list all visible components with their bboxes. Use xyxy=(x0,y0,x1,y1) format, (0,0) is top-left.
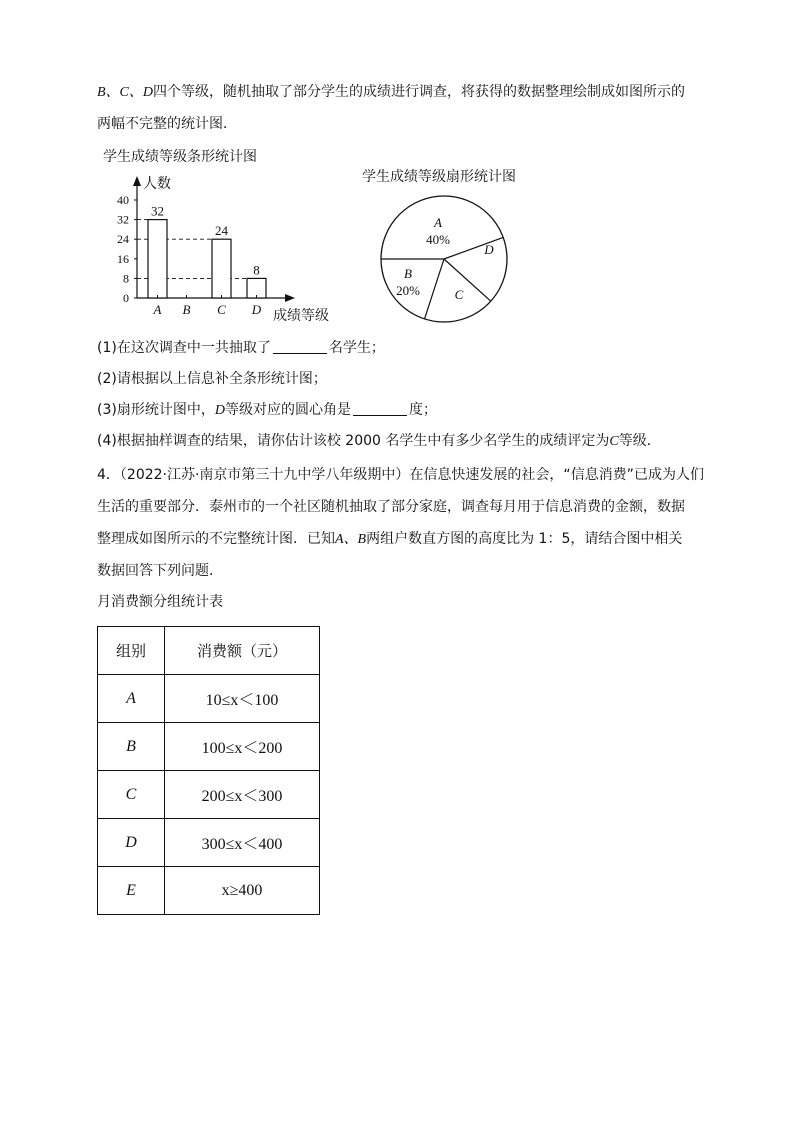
pie-label-c: C xyxy=(454,287,464,302)
pie-chart-title: 学生成绩等级扇形统计图 xyxy=(362,169,516,185)
question-1-suffix: 名学生； xyxy=(328,340,385,356)
pie-percent-b: 20% xyxy=(396,283,420,298)
table-cell-amount: 10≤x＜100 xyxy=(165,675,320,723)
bar-c xyxy=(212,239,231,298)
question-2: (2)请根据以上信息补全条形统计图； xyxy=(97,371,327,387)
x-tick-label: C xyxy=(217,302,226,317)
table-header-amount: 消费额（元） xyxy=(165,627,320,675)
bar-chart-title: 学生成绩等级条形统计图 xyxy=(103,149,257,165)
intro-line-1 xyxy=(97,82,685,103)
table-title: 月消费额分组统计表 xyxy=(97,594,223,610)
table-row xyxy=(98,819,320,867)
table-row xyxy=(98,723,320,771)
pie-label-d: D xyxy=(484,242,494,257)
table-row xyxy=(98,867,320,915)
consumption-table xyxy=(97,626,320,915)
x-tick-label: D xyxy=(251,302,262,317)
table-header-group: 组别 xyxy=(98,627,165,675)
problem-4-line-1: 4．（2022·江苏·南京市第三十九中学八年级期中）在信息快速发展的社会，“信息消费”已成为人们 xyxy=(97,467,704,483)
y-tick-label: 24 xyxy=(117,232,129,247)
pie-percent-a: 40% xyxy=(426,232,450,247)
table-row xyxy=(98,675,320,723)
problem-4-groups: A、B xyxy=(335,532,367,547)
table-cell-group: C xyxy=(98,771,165,819)
y-tick-label: 16 xyxy=(117,251,129,266)
question-3-grade: D xyxy=(214,403,225,418)
intro-grades: B、C、D xyxy=(97,85,153,100)
answer-blank-1[interactable] xyxy=(273,339,327,354)
table-cell-group: D xyxy=(98,819,165,867)
problem-4-line-3-prefix: 整理成如图所示的不完整统计图．已知 xyxy=(97,531,335,547)
table-header-row xyxy=(98,627,320,675)
question-4-suffix: 等级． xyxy=(618,433,661,449)
x-tick-label: B xyxy=(182,302,191,317)
y-tick-label: 32 xyxy=(117,212,129,227)
bar-value-label: 32 xyxy=(151,203,164,219)
bar-value-label: 8 xyxy=(253,262,260,278)
pie-chart xyxy=(375,190,515,330)
answer-blank-3[interactable] xyxy=(353,401,407,416)
problem-4-line-4: 数据回答下列问题． xyxy=(97,563,223,579)
question-1-prefix: (1)在这次调查中一共抽取了 xyxy=(97,340,271,356)
table-cell-amount: 100≤x＜200 xyxy=(165,723,320,771)
problem-4-line-2: 生活的重要部分．泰州市的一个社区随机抽取了部分家庭，调查每月用于信息消费的金额，数据 xyxy=(97,499,685,515)
intro-line-2: 两幅不完整的统计图． xyxy=(97,116,237,132)
y-tick-label: 8 xyxy=(123,271,129,286)
bar-value-label: 24 xyxy=(215,223,228,239)
y-axis-label: 人数 xyxy=(143,176,171,192)
table-cell-group: A xyxy=(98,675,165,723)
bar-a xyxy=(148,220,167,298)
table-cell-amount: 200≤x＜300 xyxy=(165,771,320,819)
problem-4-line-3-suffix: 两组户数直方图的高度比为 1：5，请结合图中相关 xyxy=(366,531,683,547)
question-1 xyxy=(97,338,385,358)
intro-line-1-text: 四个等级，随机抽取了部分学生的成绩进行调查，将获得的数据整理绘制成如图所示的 xyxy=(153,84,685,100)
y-tick-label: 40 xyxy=(117,193,129,207)
pie-label-b: B xyxy=(404,266,412,281)
bar-chart xyxy=(95,168,355,328)
problem-4-line-3 xyxy=(97,529,682,550)
table-cell-amount: x≥400 xyxy=(165,867,320,915)
table-cell-amount: 300≤x＜400 xyxy=(165,819,320,867)
question-3 xyxy=(97,400,437,421)
question-4 xyxy=(97,431,661,452)
y-tick-label: 0 xyxy=(123,291,129,305)
question-3-mid: 等级对应的圆心角是 xyxy=(224,402,351,418)
table-cell-group: E xyxy=(98,867,165,915)
table-cell-group: B xyxy=(98,723,165,771)
y-axis-arrow xyxy=(133,176,141,186)
x-tick-label: A xyxy=(153,302,162,317)
x-axis-arrow xyxy=(285,294,295,302)
question-3-suffix: 度； xyxy=(408,402,437,418)
pie-label-a: A xyxy=(434,215,442,230)
table-row xyxy=(98,771,320,819)
question-4-grade: C xyxy=(609,434,619,449)
x-axis-label: 成绩等级 xyxy=(273,308,329,324)
question-3-prefix: (3)扇形统计图中， xyxy=(97,402,215,418)
question-4-prefix: (4)根据抽样调查的结果，请你估计该校 2000 名学生中有多少名学生的成绩评定为 xyxy=(97,433,610,449)
